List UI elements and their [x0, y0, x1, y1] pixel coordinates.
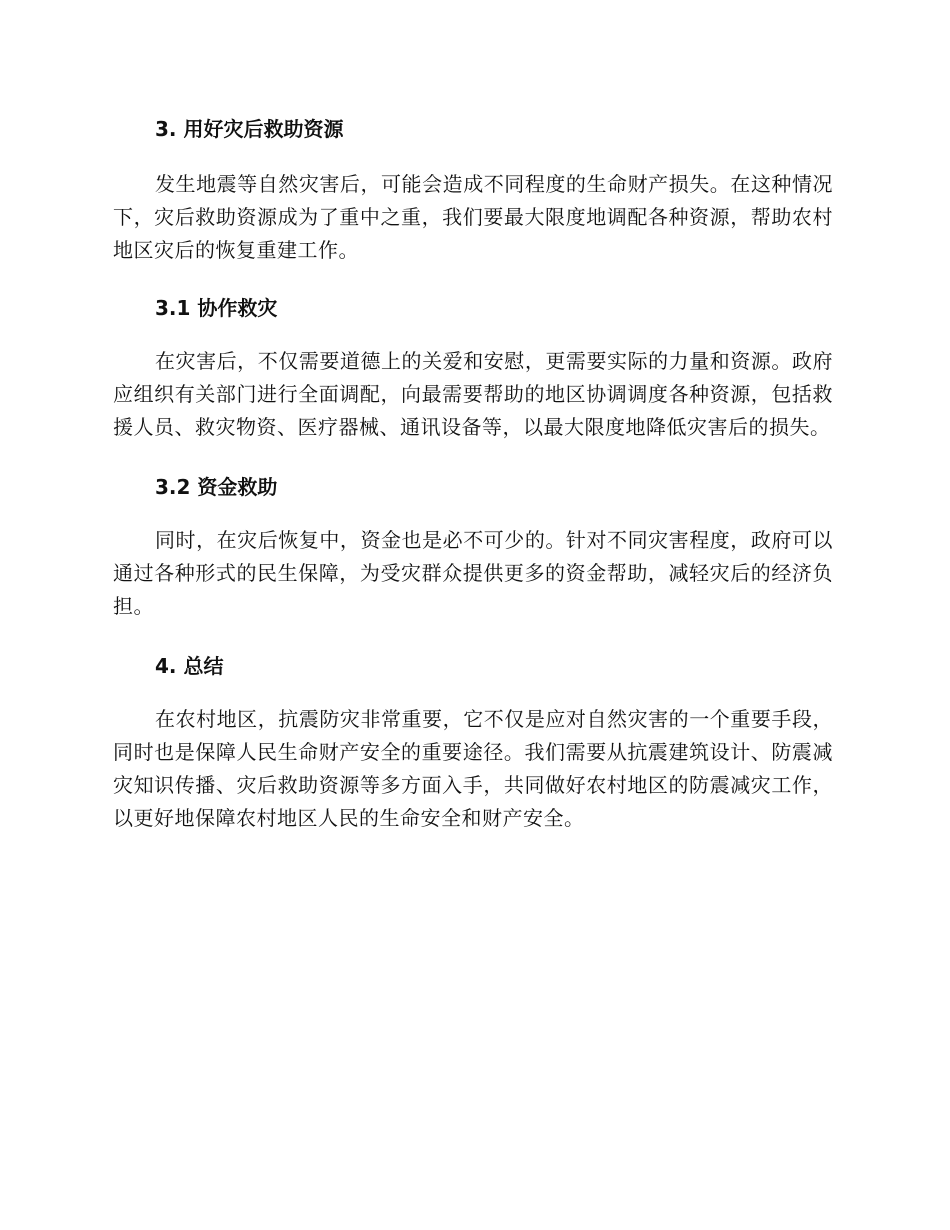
section-paragraph-4: 在农村地区，抗震防灾非常重要，它不仅是应对自然灾害的一个重要手段，同时也是保障人民生命财产安全的重要途径。我们需要从抗震建筑设计、防震减灾知识传播、灾后救助资源等多方面入手，共同做好农村地区的防震减灾工作，以更好地保障农村地区人民的生命安全和财产安全。 — [113, 707, 833, 830]
section-heading-3-1: 3.1 协作救灾 — [155, 296, 278, 320]
section-paragraph-3-2: 同时，在灾后恢复中，资金也是必不可少的。针对不同灾害程度，政府可以通过各种形式的民生保障，为受灾群众提供更多的资金帮助，减轻灾后的经济负担。 — [113, 528, 833, 618]
section-heading-3-2: 3.2 资金救助 — [155, 475, 278, 499]
section-paragraph-3: 发生地震等自然灾害后，可能会造成不同程度的生命财产损失。在这种情况下，灾后救助资源成为了重中之重，我们要最大限度地调配各种资源，帮助农村地区灾后的恢复重建工作。 — [113, 172, 833, 262]
section-paragraph-3-1: 在灾害后，不仅需要道德上的关爱和安慰，更需要实际的力量和资源。政府应组织有关部门进行全面调配，向最需要帮助的地区协调调度各种资源，包括救援人员、救灾物资、医疗器械、通讯设备等，以最大限度地降低灾害后的损失。 — [113, 349, 833, 439]
section-heading-4: 4. 总结 — [155, 654, 224, 678]
section-heading-3: 3. 用好灾后救助资源 — [155, 117, 344, 141]
document-body — [113, 110, 833, 835]
